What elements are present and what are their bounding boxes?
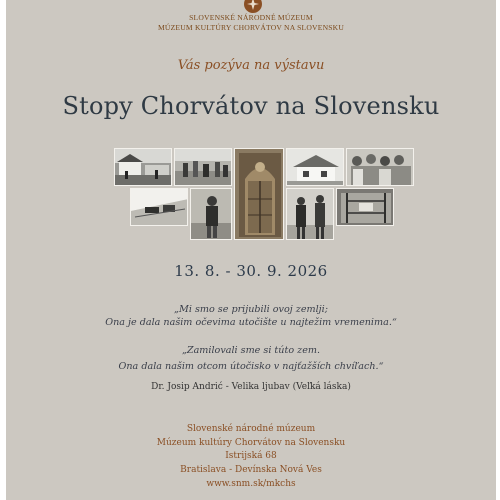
exhibition-poster	[6, 0, 496, 500]
quote-croatian-line1: „Mi smo se prijubili ovoj zemlji;	[174, 304, 328, 315]
website-link[interactable]: www.snm.sk/mkchs	[206, 479, 296, 489]
exhibition-dates: 13. 8. - 30. 9. 2026	[174, 262, 328, 280]
quote-slovak-line1: „Zamilovali sme si túto zem.	[181, 345, 321, 356]
photo-village-street	[114, 148, 172, 186]
photo-farmer	[190, 188, 232, 240]
photo-loom-interior	[336, 188, 394, 226]
address-city: Bratislava - Devínska Nová Ves	[180, 465, 322, 475]
quote-croatian-line2: Ona je dala našim očevima utočište u najtežim vremenima.“	[105, 317, 397, 328]
address-street: Istrijská 68	[225, 451, 277, 461]
photo-carved-door	[234, 148, 284, 240]
museum-emblem-icon	[243, 0, 263, 14]
photo-two-men	[286, 188, 334, 240]
org-name-line1: SLOVENSKÉ NÁRODNÉ MÚZEUM	[189, 13, 313, 22]
photo-women-group	[346, 148, 414, 186]
address-line2: Múzeum kultúry Chorvátov na Slovensku	[156, 438, 346, 448]
quote-slovak-line2: Ona dala našim otcom útočisko v najťažších chvíľach.“	[118, 361, 384, 372]
quote-attribution: Dr. Josip Andrić - Velika ljubav (Veľká láska)	[151, 382, 351, 392]
exhibition-title: Stopy Chorvátov na Slovensku	[62, 92, 440, 120]
org-name-line2: MÚZEUM KULTÚRY CHORVÁTOV NA SLOVENSKU	[157, 23, 345, 32]
photo-field-gathering	[174, 148, 232, 186]
photo-white-house	[286, 148, 344, 186]
photo-collage	[114, 148, 414, 240]
address-line1: Slovenské národné múzeum	[186, 424, 316, 434]
invitation-text: Vás pozýva na výstavu	[177, 58, 325, 73]
photo-horse-sled	[130, 188, 188, 226]
